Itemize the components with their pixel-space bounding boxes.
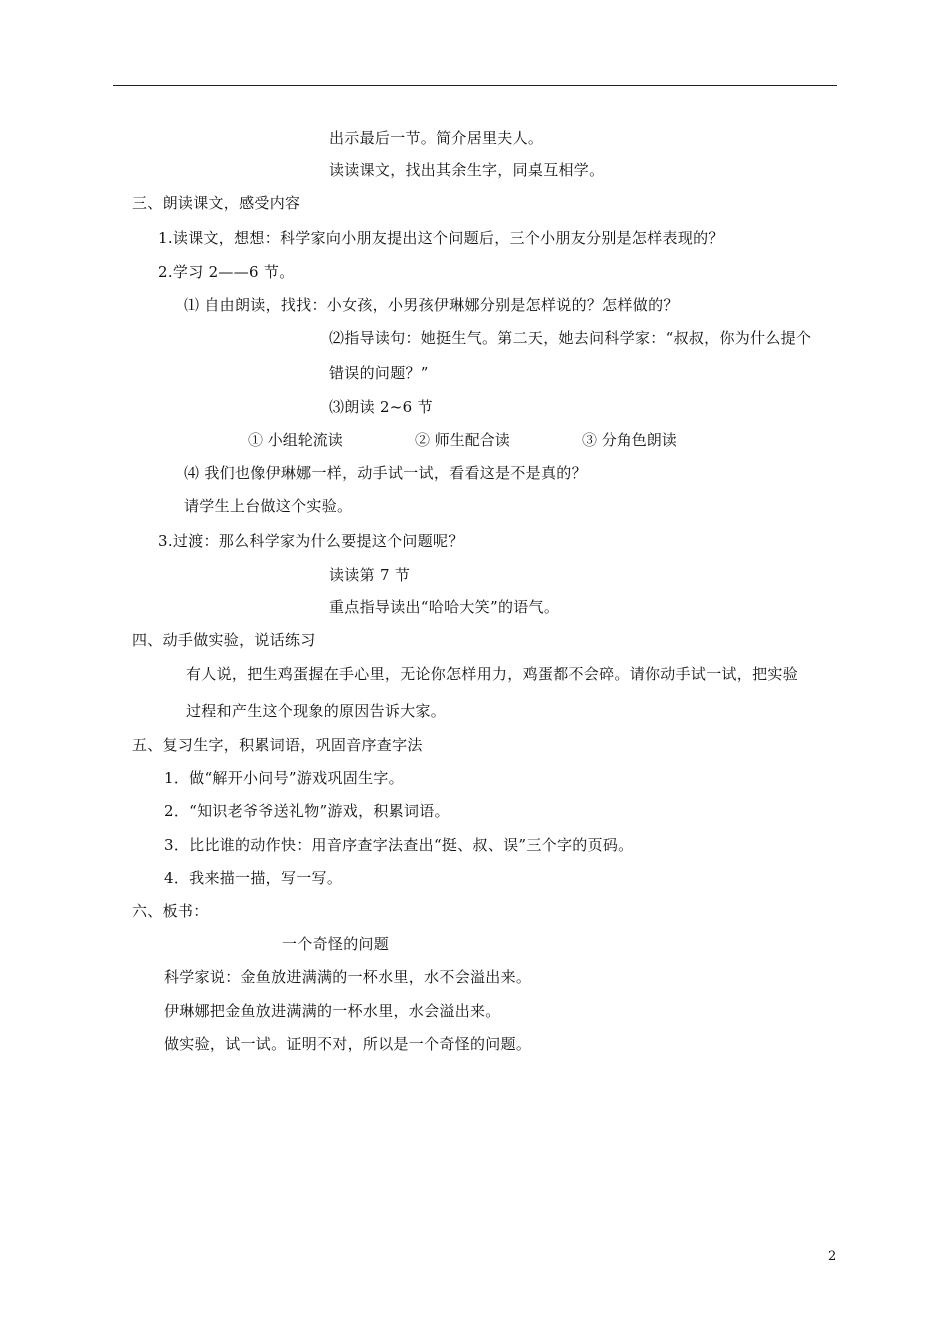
text-line: 请学生上台做这个实验。 [184,497,353,515]
section-heading: 五、复习生字，积累词语，巩固音序查字法 [132,736,423,754]
text-line: ⑵指导读句：她挺生气。第二天，她去问科学家：“叔叔，你为什么提个 [329,329,812,347]
text-line: 过程和产生这个现象的原因告诉大家。 [186,702,447,720]
reading-option: ② 师生配合读 [415,431,510,449]
reading-option: ③ 分角色朗读 [582,431,677,449]
reading-option: ① 小组轮流读 [248,431,343,449]
text-line: 2．“知识老爷爷送礼物”游戏，积累词语。 [164,802,450,820]
text-line: 3.过渡：那么科学家为什么要提这个问题呢？ [158,532,464,550]
text-line: 科学家说：金鱼放进满满的一杯水里，水不会溢出来。 [164,968,532,986]
text-line: ⑷ 我们也像伊琳娜一样，动手试一试，看看这是不是真的？ [184,464,587,482]
section-heading: 三、朗读课文，感受内容 [132,194,301,212]
text-line: 2.学习 2——6 节。 [158,263,295,281]
text-line: 伊琳娜把金鱼放进满满的一杯水里，水会溢出来。 [164,1002,501,1020]
board-title: 一个奇怪的问题 [282,935,390,953]
text-line: 1.读课文，想想：科学家向小朋友提出这个问题后，三个小朋友分别是怎样表现的？ [158,229,724,247]
text-line: ⑶朗读 2~6 节 [329,398,433,416]
text-line: 3．比比谁的动作快：用音序查字法查出“挺、叔、误”三个字的页码。 [164,836,634,854]
text-line: 有人说，把生鸡蛋握在手心里，无论你怎样用力，鸡蛋都不会碎。请你动手试一试，把实验 [186,665,799,683]
section-heading: 四、动手做实验，说话练习 [132,631,316,649]
text-line: 重点指导读出“哈哈大笑”的语气。 [329,598,560,616]
section-heading: 六、板书： [132,902,209,920]
text-line: 做实验，试一试。证明不对，所以是一个奇怪的问题。 [164,1035,532,1053]
text-line: 1．做“解开小问号”游戏巩固生字。 [164,769,404,787]
header-rule [113,85,837,86]
text-line: 读读课文，找出其余生字，同桌互相学。 [329,161,605,179]
text-line: 读读第 7 节 [329,566,411,584]
page-number: 2 [828,1249,837,1264]
text-line: ⑴ 自由朗读，找找：小女孩，小男孩伊琳娜分别是怎样说的？怎样做的？ [184,296,679,314]
text-line: 错误的问题？” [329,364,429,382]
text-line: 出示最后一节。简介居里夫人。 [329,129,544,147]
text-line: 4．我来描一描，写一写。 [164,869,343,887]
